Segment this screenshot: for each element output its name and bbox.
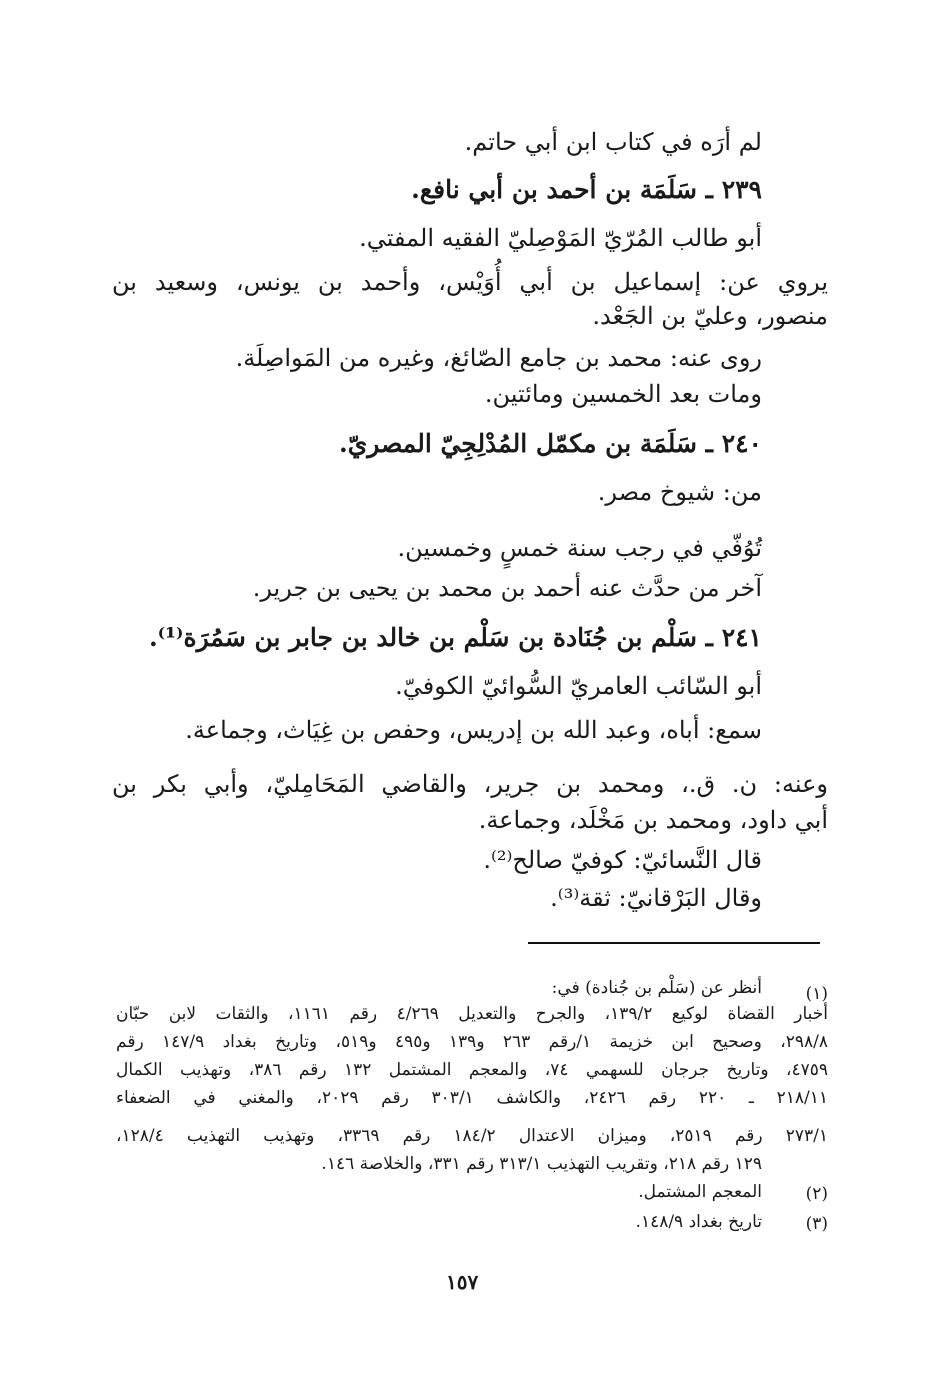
text-line: لم أرَه في كتاب ابن أبي حاتم. — [464, 128, 762, 156]
text-line: قال النَّسائيّ: كوفيّ صالح⁽²⁾. — [483, 846, 762, 874]
footnote-text: ٢٧٣/١ رقم ٢٥١٩، وميزان الاعتدال ١٨٤/٢ رقم ٣٣٦٩، وتهذيب التهذيب ١٢٨/٤، — [116, 1126, 828, 1146]
text-line: يروي عن: إسماعيل بن أبي أُوَيْس، وأحمد بن يونس، وسعيد بن — [112, 268, 828, 296]
text-line: سمع: أباه، وعبد الله بن إدريس، وحفص بن غِيَاث، وجماعة. — [185, 716, 762, 744]
entry-heading-239: ٢٣٩ ـ سَلَمَة بن أحمد بن أبي نافع. — [411, 175, 762, 204]
entry-heading-241: ٢٤١ ـ سَلْم بن جُنَادة بن سَلْم بن خالد بن جابر بن سَمُرَة⁽¹⁾. — [148, 623, 762, 652]
text-line: أبو طالب المُرّيّ المَوْصِليّ الفقيه المفتي. — [359, 224, 762, 252]
footnote-text: أخبار القضاة لوكيع ١٣٩/٢، والجرح والتعديل ٤/٢٦٩ رقم ١١٦١، والثقات لابن حبّان — [116, 1004, 828, 1024]
footnote-number: (٣) — [805, 1214, 828, 1234]
page-number: ١٥٧ — [446, 1270, 479, 1294]
footnote-text: تاريخ بغداد ١٤٨/٩. — [635, 1212, 762, 1232]
footnote-text: المعجم المشتمل. — [638, 1182, 762, 1202]
text-line: روى عنه: محمد بن جامع الصّائغ، وغيره من المَواصِلَة. — [235, 344, 762, 372]
text-line: من: شيوخ مصر. — [597, 478, 762, 506]
footnote-number: (١) — [805, 984, 828, 1004]
entry-heading-240: ٢٤٠ ـ سَلَمَة بن مكمّل المُدْلِجِيّ المصريّ. — [339, 429, 762, 458]
footnote-text: ٤٧٥٩، وتاريخ جرجان للسهمي ٧٤، والمعجم المشتمل ١٣٢ رقم ٣٨٦، وتهذيب الكمال — [116, 1060, 828, 1080]
text-line: منصور، وعليّ بن الجَعْد. — [592, 302, 828, 330]
text-line: أبو السّائب العامريّ السُّوائيّ الكوفيّ. — [395, 672, 762, 700]
footnote-text: ٢٩٨/٨، وصحيح ابن خزيمة ١/رقم ٢٦٣ و١٣٩ و٤٩٥ و٥١٩، وتاريخ بغداد ١٤٧/٩ رقم — [116, 1032, 828, 1052]
footnote-text: أنظر عن (سَلْم بن جُنادة) في: — [551, 978, 762, 998]
footnote-number: (٢) — [805, 1184, 828, 1204]
text-line: آخر من حدَّث عنه أحمد بن محمد بن يحيى بن جرير. — [252, 574, 762, 602]
text-line: ومات بعد الخمسين ومائتين. — [484, 380, 762, 408]
footnote-text: ٢١٨/١١ ـ ٢٢٠ رقم ٢٤٢٦، والكاشف ٣٠٣/١ رقم ٢٠٢٩، والمغني في الضعفاء — [116, 1088, 829, 1108]
text-line: أبي داود، ومحمد بن مَخْلَد، وجماعة. — [478, 806, 828, 834]
text-line: وعنه: ن. ق.، ومحمد بن جرير، والقاضي المَحَامِليّ، وأبي بكر بن — [112, 770, 828, 798]
text-line: وقال البَرْقانيّ: ثقة⁽³⁾. — [550, 884, 762, 912]
footnote-divider — [528, 942, 820, 944]
text-line: تُوُفّي في رجب سنة خمسٍ وخمسين. — [397, 534, 762, 562]
footnote-text: ١٢٩ رقم ٢١٨، وتقريب التهذيب ٣١٣/١ رقم ٣٣١، والخلاصة ١٤٦. — [321, 1154, 762, 1174]
